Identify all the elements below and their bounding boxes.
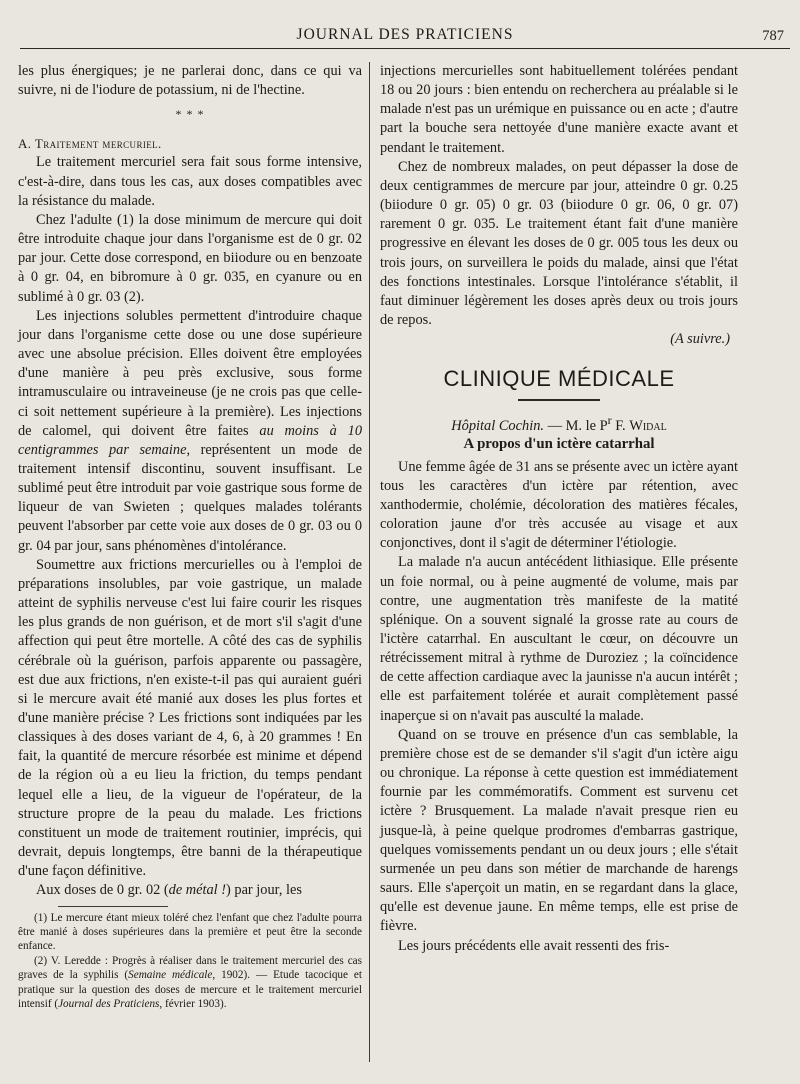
text-run: , représentent un mode de traitement intensif discontinu, souvent insuffisant. Le sublimé peut être introduit par voie gastrique sous forme de liqueur de van Swieten ; quelques malades tolérants peuvent l'absorber par cette voie aux doses de 0 gr. 03 ou 0 gr. 04 par jour, sans phénomènes d'intolérance. xyxy=(18,441,362,554)
footnote-rule xyxy=(58,906,168,907)
asterism: * * * xyxy=(175,107,205,122)
clinic-heading: CLINIQUE MÉDICALE xyxy=(443,366,675,392)
text-run: Les injections solubles permettent d'introduire chaque jour dans l'organisme cette dose ou une dose supérieure avec une absolue précision. Elles doivent être employées d'une manière à peu près exclusive, sous forme intramusculaire ou intraveineuse (je ne crois pas que celle-ci soit nettement supérieure à la première). Les injections de calomel, qui doivent être faites xyxy=(18,307,362,439)
paragraph xyxy=(18,881,362,900)
footnote xyxy=(18,954,362,1012)
left-column xyxy=(18,62,362,1011)
emphasis: Semaine médicale xyxy=(128,969,213,982)
right-column xyxy=(380,62,738,956)
paragraph: les plus énergiques; je ne parlerai donc, dans ce qui va suivre, ni de l'iodure de potassium, ni de l'hectine. xyxy=(18,63,362,99)
emphasis: (A suivre.) xyxy=(670,331,730,348)
emphasis: Journal des Praticiens xyxy=(58,998,160,1010)
paragraph: Chez de nombreux malades, on peut dépasser la dose de deux centigrammes de mercure par jour, atteindre 0 gr. 0.25 (biiodure 0 gr. 05) 0 gr. 03 (biiodure 0 gr. 06, 0 gr. 07) rarement 0 gr. 035. Le traitement étant fait d'une manière progressive en élevant les doses de 0 gr. 005 tous les deux ou trois jours, on surveillera le poids du malade, ainsi que l'état des fonctions intestinales. Lorsque l'intolérance s'établit, il faut diminuer légèrement les doses après deux ou trois jours de repos. xyxy=(380,158,738,329)
clinic-source xyxy=(380,411,738,436)
paragraph: Quand on se trouve en présence d'un cas semblable, la première chose est de se demander s'il s'agit d'un ictère aigu ou chronique. La réponse à cette question est immédiatement fournie par les commémoratifs. Comment est survenu cet ictère ? Brusquement. La malade n'avait presque rien eu jusque-là, à peine quelque prodromes d'embarras gastrique, quelques vomissements pendant un ou deux jours ; elle s'était surmenée un peu dans son métier de marchande de harengs saurs. Elle s'aperçoit un matin, en se regardant dans la glace, qu'elle est devenue jaune. En même temps, elle est prise de fièvre. xyxy=(380,726,738,935)
running-header xyxy=(20,22,790,49)
text-run: , février 1903). xyxy=(159,998,227,1010)
clinic-subtitle: A propos d'un ictère catarrhal xyxy=(463,436,655,453)
paragraph: Chez l'adulte (1) la dose minimum de mercure qui doit être introduite chaque jour dans l'organisme est de 0 gr. 02 par jour. Cette dose correspond, en biiodure ou en benzoate à 0 gr. 04, en bibromure à 0 gr. 035, en cyanure ou en sublimé à 0 gr. 03 (2). xyxy=(18,211,362,305)
footnote: (1) Le mercure étant mieux toléré chez l'enfant que chez l'adulte pourra être manié à doses supérieures dans la première et peut être la seconde enfance. xyxy=(18,911,362,953)
text-run: — M. le P xyxy=(544,417,608,434)
paragraph: Les jours précédents elle avait ressenti des fris- xyxy=(398,937,670,954)
text-run: Aux doses de 0 gr. 02 ( xyxy=(36,882,169,899)
journal-title: JOURNAL DES PRATICIENS xyxy=(296,26,514,43)
author-name: Widal xyxy=(629,417,667,434)
heading-rule xyxy=(518,399,600,401)
emphasis: au moins à 10 centigrammes par semaine xyxy=(18,422,362,458)
paragraph: Le traitement mercuriel sera fait sous forme intensive, c'est-à-dire, dans tous les cas, aux doses compatibles avec la résistance du malade. xyxy=(18,154,362,209)
text-run: (2) V. Lereddе : Progrès à réaliser dans le traitement mercuriel des cas graves de la syphilis ( xyxy=(18,954,362,982)
to-follow-note xyxy=(380,330,730,349)
paragraph: Soumettre aux frictions mercurielles ou à l'emploi de préparations insolubles, par voie gastrique, un malade atteint de syphilis nerveuse c'est lui faire courir les risques les plus grands de non guérison, et de mort s'il s'agit d'une affection qui peut être mortelle. A côté des cas de syphilis cérébrale où la guérison, parfois apparente ou passagère, est due aux frictions, n'en existe-t-il pas qui auraient guéri si le mercure avait été manié aux doses les plus fortes et d'une manière précise ? Les frictions sont indiquées par les classiques à des doses variant de 4, 6, à 20 grammes ! En fait, la quantité de mercure résorbée est minime et dépend de la région où a eu lieu la friction, du temps pendant lequel elle a lieu, de la vigueur de l'opérateur, de la structure propre de la peau du malade. Les frictions constituent un mode de traitement routinier, imprécis, qui devrait, depuis longtemps, être banni de la thérapeutique d'une façon définitive. xyxy=(18,556,362,880)
emphasis: de métal ! xyxy=(168,882,227,899)
paragraph: La malade n'a aucun antécédent lithiasique. Elle présente un foie normal, ou à peine augmenté de volume, mais par contre, une augmentation très manifeste de la matité splénique. On a souvent signalé la grosse rate au cours de l'ictère catarrhal. En auscultant le cœur, on découvre un rétrécissement mitral à rythme de Duroziez ; la coïncidence de cette affection cardiaque avec la jaunisse n'a aucun intérêt ; elle est parfaitement tolérée et aurait complètement passé inaperçue si on n'avait pas ausculté la malade. xyxy=(380,554,738,724)
paragraph: injections mercurielles sont habituellement tolérées pendant 18 ou 20 jours : bien entendu on recherchera au préalable si le malade n'est pas un urémique en puissance ou en acte ; d'autre part la bouche sera nettoyée d'une manière exacte avant et pendant le traitement. xyxy=(380,63,738,156)
section-heading: A. Traitement mercuriel. xyxy=(18,136,162,152)
superscript: r xyxy=(607,412,612,427)
text-run: ) par jour, les xyxy=(226,882,302,899)
hospital-name: Hôpital Cochin. xyxy=(451,417,545,434)
paragraph xyxy=(18,307,362,556)
text-run: , 1902). — Etude tacocique et pratique sur la question des doses de mercure et le traitement mercuriel intensif ( xyxy=(18,969,362,1010)
footnotes xyxy=(18,911,362,1012)
page-number: 787 xyxy=(762,28,784,44)
paragraph: Une femme âgée de 31 ans se présente avec un ictère ayant tous les caractères d'un ictère par rétention, avec xanthodermie, cholémie, décoloration des matières fécales, coloration jaune d'or très accusée au visage et aux conjonctives, dont il s'agit de déterminer l'étiologie. xyxy=(380,458,738,552)
text-run: F. xyxy=(611,417,630,434)
column-divider xyxy=(369,62,370,1062)
